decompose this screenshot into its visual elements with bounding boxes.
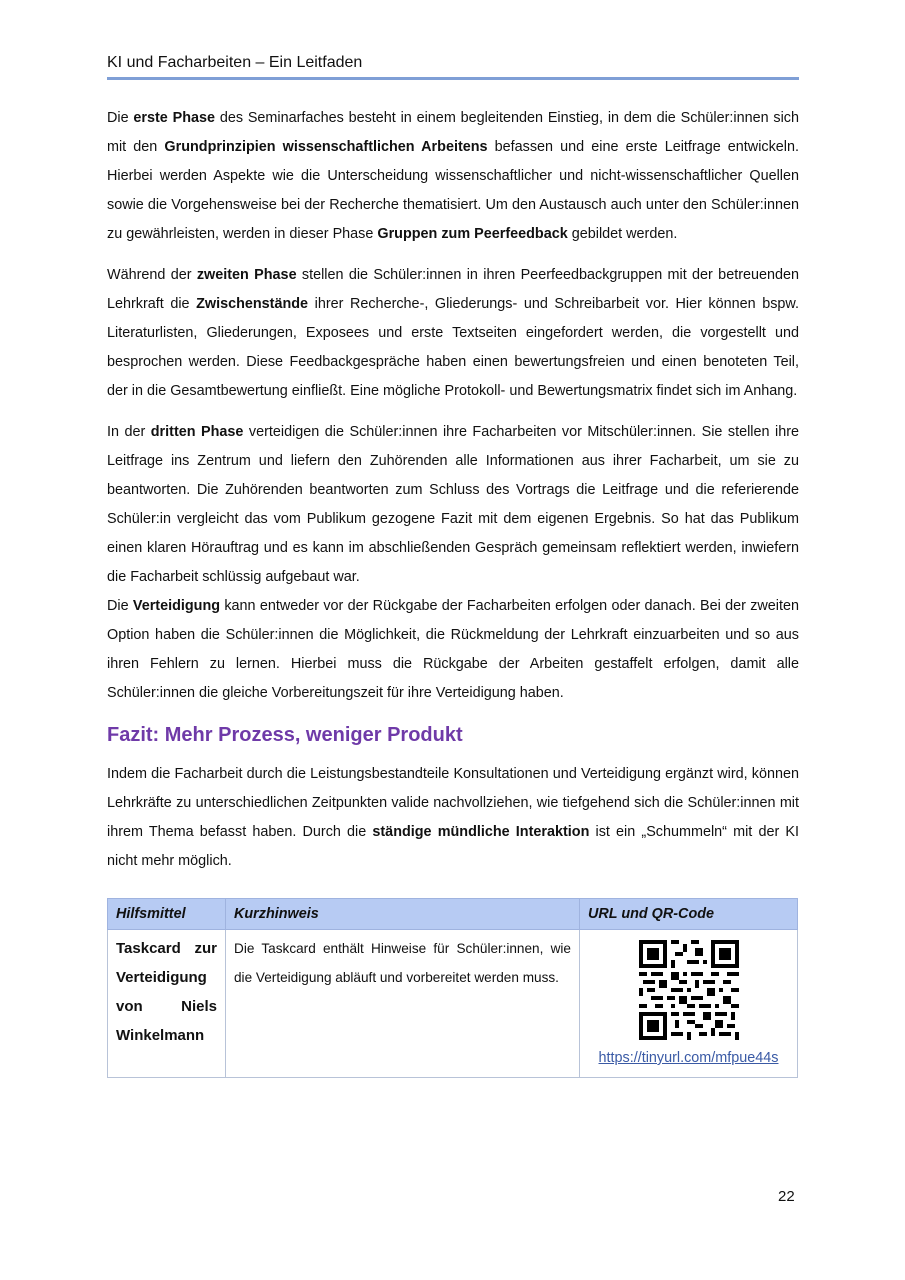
paragraph-defense: Die Verteidigung kann entweder vor der Rückgabe der Facharbeiten erfolgen oder danach. Bei der zweiten Option haben die Schüler:innen die Möglichkeit, die Rückmeldung der Lehrkraft einzuarbeiten und so aus ihren Fehlern zu lernen. Hierbei muss die Rückgabe der Arbeiten gestaffelt erfolgen, damit alle Schüler:innen die gleiche Vorbereitungszeit für ihre Verteidigung haben. bbox=[107, 598, 799, 701]
header-tool: Hilfsmittel bbox=[108, 899, 226, 930]
table-header-row bbox=[108, 899, 798, 930]
qr-code-icon bbox=[639, 940, 739, 1040]
page-content bbox=[107, 104, 799, 1078]
paragraph-conclusion: Indem die Facharbeit durch die Leistungsbestandteile Konsultationen und Verteidigung ergänzt wird, können Lehrkräfte zu unterschiedlichen Zeitpunkten valide nachvollziehen, wie tiefgehend sich die Schüler:innen mit ihrem Thema befasst haben. Durch die ständige mündliche Interaktion ist ein „Schummeln“ mit der KI nicht mehr möglich. bbox=[107, 766, 799, 869]
section-heading: Fazit: Mehr Prozess, weniger Produkt bbox=[107, 724, 463, 746]
header-divider bbox=[107, 77, 799, 80]
header-url: URL und QR-Code bbox=[580, 899, 798, 930]
running-header: KI und Facharbeiten – Ein Leitfaden bbox=[107, 54, 363, 71]
tool-hint: Die Taskcard enthält Hinweise für Schüler:innen, wie die Verteidigung abläuft und vorbereitet werden muss. bbox=[226, 930, 580, 1078]
paragraph-second-phase: Während der zweiten Phase stellen die Schüler:innen in ihren Peerfeedbackgruppen mit der betreuenden Lehrkraft die Zwischenstände ihrer Recherche-, Gliederungs- und Schreibarbeit vor. Hier können bspw. Literaturlisten, Gliederungen, Exposees und erste Textseiten eingefordert werden, die vorgestellt und besprochen werden. Diese Feedbackgespräche haben einen bewertungsfreien und einen benoteten Teil, der in die Gesamtbewertung einfließt. Eine mögliche Protokoll- und Bewertungsmatrix findet sich im Anhang. bbox=[107, 267, 800, 399]
paragraph-first-phase: Die erste Phase des Seminarfaches besteht in einem begleitenden Einstieg, in dem die Schüler:innen sich mit den Grundprinzipien wissenschaftlichen Arbeitens befassen und eine erste Leitfrage entwickeln. Hierbei werden Aspekte wie die Unterscheidung wissenschaftlicher und nicht-wissenschaftlicher Quellen sowie die Vorgehensweise bei der Recherche thematisiert. Um den Austausch auch unter den Schüler:innen zu gewährleisten, werden in dieser Phase Gruppen zum Peerfeedback gebildet werden. bbox=[107, 110, 800, 242]
header-hint: Kurzhinweis bbox=[226, 899, 580, 930]
page-number: 22 bbox=[778, 1188, 795, 1205]
url-cell bbox=[580, 930, 798, 1078]
tinyurl-link[interactable]: https://tinyurl.com/mfpue44s bbox=[598, 1050, 779, 1066]
table-row bbox=[108, 930, 798, 1078]
tool-name: Taskcard zur Verteidigung von Niels Winkelmann bbox=[108, 930, 226, 1078]
resources-table bbox=[107, 898, 798, 1078]
paragraph-third-phase: In der dritten Phase verteidigen die Schüler:innen ihre Facharbeiten vor Mitschüler:innen. Sie stellen ihre Leitfrage ins Zentrum und liefern den Zuhörenden alle Informationen aus ihrer Facharbeit, um sie zu beantworten. Die Zuhörenden beantworten zum Schluss des Vortrags die Leitfrage und die referierende Schüler:in vergleicht das vom Publikum gezogene Fazit mit dem eigenen Ergebnis. So hat das Publikum einen klaren Hörauftrag und es kann im abschließenden Gespräch gemeinsam reflektiert werden, inwiefern die Facharbeit schlüssig aufgebaut war. bbox=[107, 424, 799, 585]
